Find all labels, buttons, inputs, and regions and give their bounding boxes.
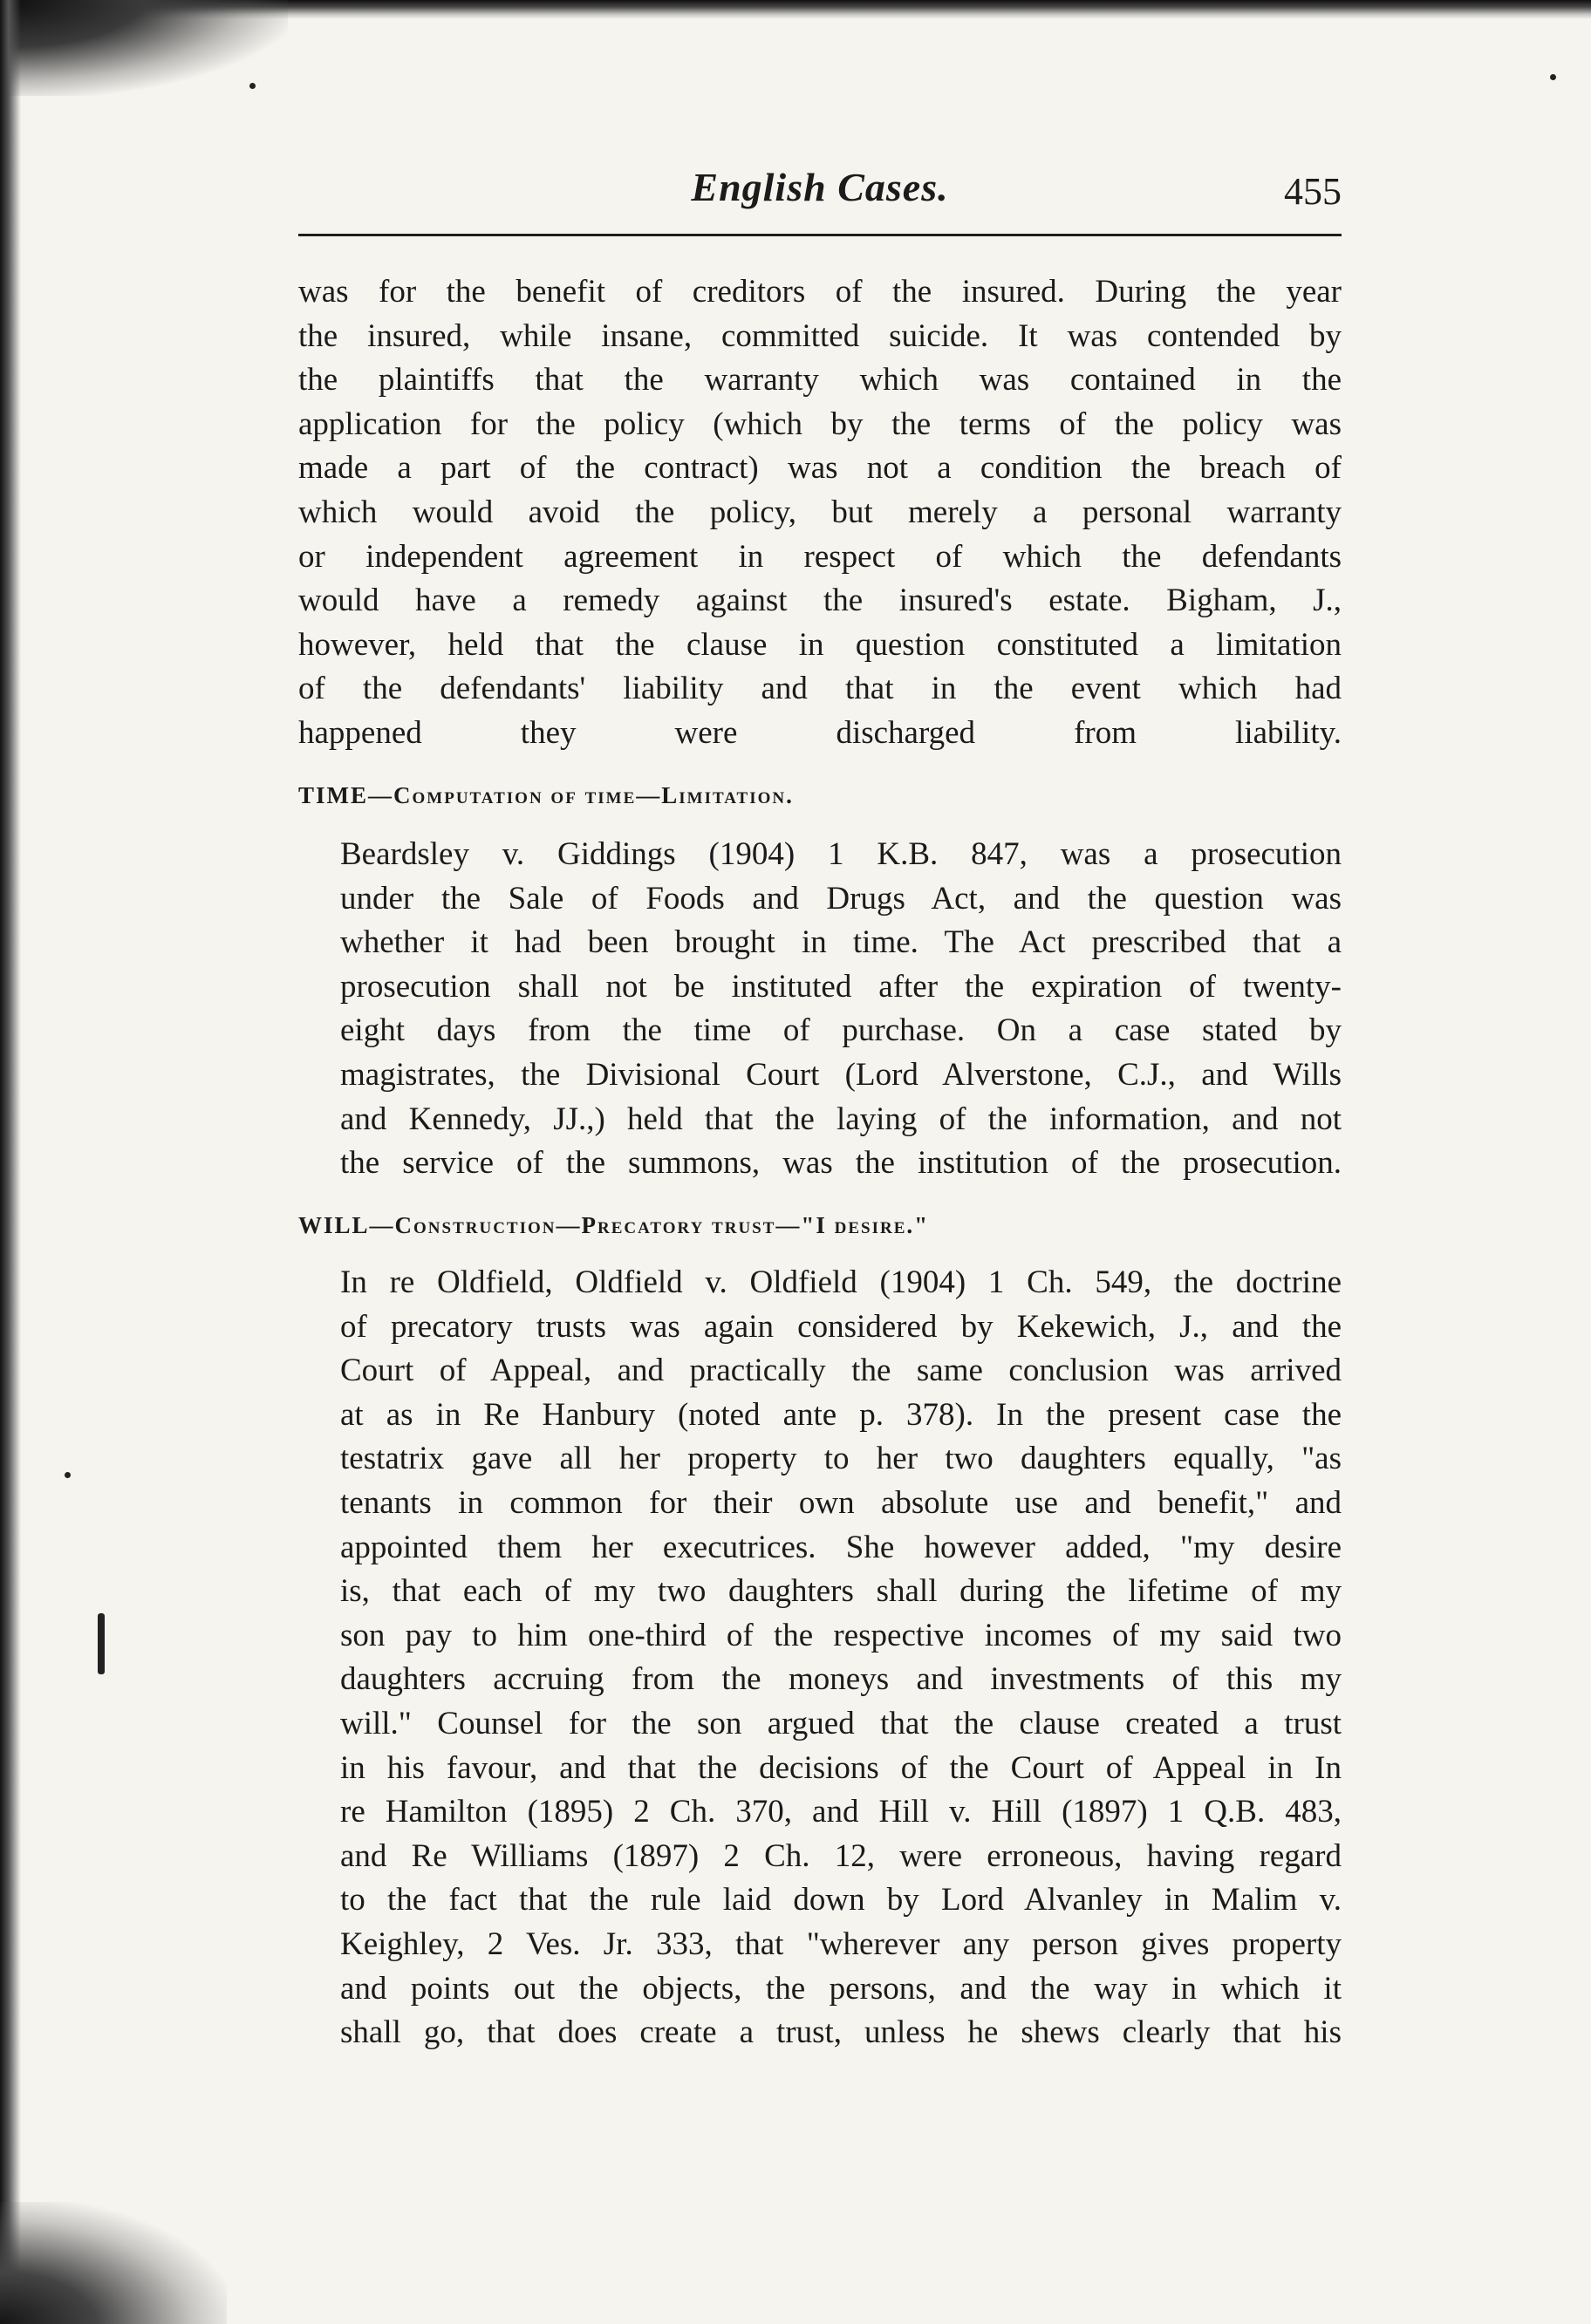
text-line: to the fact that the rule laid down by Lord Alvanley in Malim v. xyxy=(340,1882,1342,1918)
text-line: Court of Appeal, and practically the same conclusion was arrived xyxy=(340,1353,1342,1389)
text-line: made a part of the contract) was not a condition the breach of xyxy=(298,450,1342,487)
text-line: Keighley, 2 Ves. Jr. 333, that "wherever any person gives property xyxy=(340,1925,1342,1962)
page-number: 455 xyxy=(1284,170,1342,213)
text-line: at as in Re Hanbury (noted ante p. 378). In the present case the xyxy=(340,1396,1342,1433)
text-line: tenants in common for their own absolute use and benefit," and xyxy=(340,1484,1342,1521)
text-line: eight days from the time of purchase. On a case stated by xyxy=(340,1012,1342,1049)
text-line: the plaintiffs that the warranty which was contained in the xyxy=(298,362,1342,399)
page-header xyxy=(298,153,1342,237)
scan-dot xyxy=(65,1472,71,1478)
text-line: was for the benefit of creditors of the insured. During the year xyxy=(298,274,1342,310)
text-line: will." Counsel for the son argued that the clause created a trust xyxy=(340,1705,1342,1741)
text-line: appointed them her executrices. She however added, "my desire xyxy=(340,1529,1342,1565)
text-line: the service of the summons, was the institution of the prosecution. xyxy=(340,1145,1342,1182)
paragraph xyxy=(298,1261,1342,2055)
scan-corner-shadow-bottom xyxy=(0,2202,227,2324)
scan-mark xyxy=(98,1613,105,1674)
text-line: of the defendants' liability and that in the event which had xyxy=(298,671,1342,707)
paragraph-insurance-case xyxy=(298,270,1342,756)
paragraph xyxy=(298,270,1342,756)
text-line: in his favour, and that the decisions of the Court of Appeal in In xyxy=(340,1749,1342,1786)
running-head: English Cases. xyxy=(691,165,949,209)
text-line: or independent agreement in respect of which the defendants xyxy=(298,538,1342,575)
text-line: and points out the objects, the persons, and the way in which it xyxy=(340,1970,1342,2007)
paragraph-beardsley xyxy=(298,833,1342,1186)
scan-corner-shadow xyxy=(0,0,288,96)
text-line: the insured, while insane, committed suicide. It was contended by xyxy=(298,317,1342,354)
text-line: and Re Williams (1897) 2 Ch. 12, were erroneous, having regard xyxy=(340,1837,1342,1874)
text-line: is, that each of my two daughters shall during the lifetime of my xyxy=(340,1573,1342,1610)
paragraph xyxy=(298,833,1342,1186)
header-rule xyxy=(298,234,1342,236)
scan-edge-left xyxy=(0,0,21,2324)
paragraph-oldfield xyxy=(298,1261,1342,2055)
text-line: Beardsley v. Giddings (1904) 1 K.B. 847, was a prosecution xyxy=(340,836,1342,872)
text-line: magistrates, the Divisional Court (Lord Alverstone, C.J., and Wills xyxy=(340,1056,1342,1093)
text-line: In re Oldfield, Oldfield v. Oldfield (1904) 1 Ch. 549, the doctrine xyxy=(340,1264,1342,1300)
text-line: and Kennedy, JJ.,) held that the laying of the information, and not xyxy=(340,1101,1342,1137)
section-will-construction xyxy=(298,1212,1342,1239)
text-line: daughters accruing from the moneys and investments of this my xyxy=(340,1661,1342,1698)
section-heading: WILL—Construction—Precatory trust—"I desire." xyxy=(298,1212,930,1238)
scan-dot xyxy=(249,83,256,89)
text-line: shall go, that does create a trust, unless he shews clearly that his xyxy=(340,2014,1342,2051)
text-line: prosecution shall not be instituted after the expiration of twenty- xyxy=(340,968,1342,1005)
text-line: application for the policy (which by the terms of the policy was xyxy=(298,406,1342,442)
text-line: son pay to him one-third of the respective incomes of my said two xyxy=(340,1617,1342,1653)
text-line: whether it had been brought in time. The Act prescribed that a xyxy=(340,924,1342,961)
text-line: of precatory trusts was again considered by Kekewich, J., and the xyxy=(340,1308,1342,1345)
section-time-limitation xyxy=(298,782,1342,809)
section-heading: TIME—Computation of time—Limitation. xyxy=(298,782,794,808)
text-line: which would avoid the policy, but merely a personal warranty xyxy=(298,494,1342,530)
text-line: however, held that the clause in question constituted a limitation xyxy=(298,626,1342,663)
text-line: would have a remedy against the insured's estate. Bigham, J., xyxy=(298,583,1342,619)
text-line: re Hamilton (1895) 2 Ch. 370, and Hill v. Hill (1897) 1 Q.B. 483, xyxy=(340,1794,1342,1830)
text-line: happened they were discharged from liability. xyxy=(298,714,1342,751)
scan-dot xyxy=(1550,74,1556,80)
text-line: under the Sale of Foods and Drugs Act, and the question was xyxy=(340,880,1342,917)
text-line: testatrix gave all her property to her two daughters equally, "as xyxy=(340,1441,1342,1477)
